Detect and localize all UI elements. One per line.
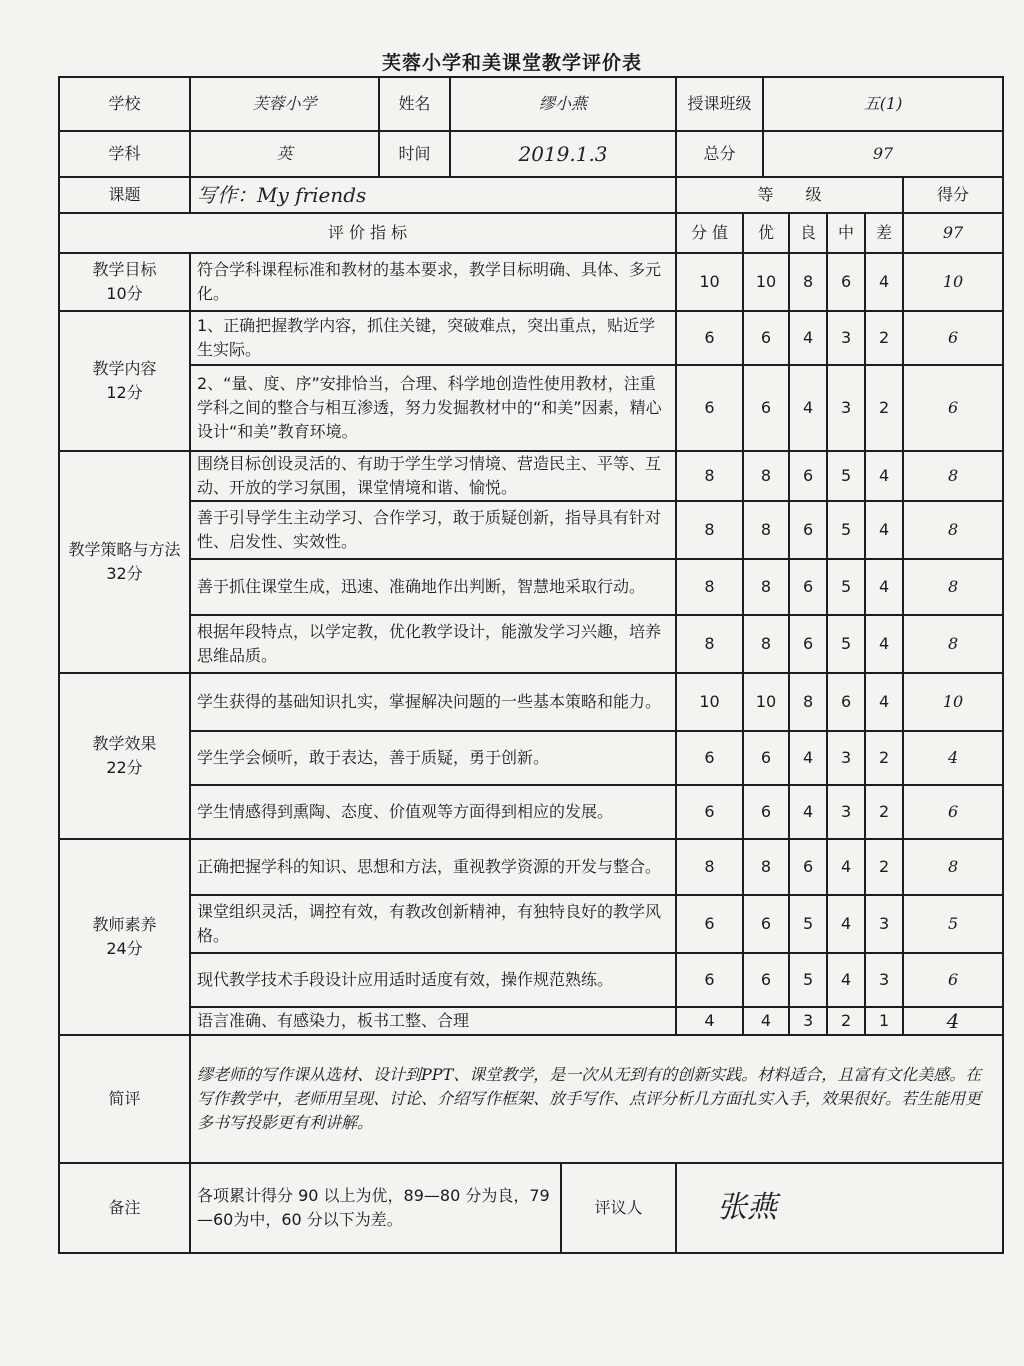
score-value: 6 xyxy=(903,785,1003,839)
score-value: 8 xyxy=(903,501,1003,559)
comment-text: 缪老师的写作课从选材、设计到PPT、课堂教学，是一次从无到有的创新实践。材料适合，且富有文化美感。在写作教学中，老师用呈现、讨论、介绍写作框架、放手写作、点评分析几方面扎实入手，效果很好。若生能用更多书写投影更有利讲解。 xyxy=(190,1035,1003,1163)
excellent-value: 10 xyxy=(743,673,789,731)
class-label: 授课班级 xyxy=(676,77,763,131)
score-value: 10 xyxy=(903,673,1003,731)
excellent-value: 8 xyxy=(743,559,789,615)
points-value: 6 xyxy=(676,365,743,451)
excellent-value: 6 xyxy=(743,311,789,365)
excellent-value: 6 xyxy=(743,731,789,785)
medium-value: 4 xyxy=(827,839,865,895)
page-title: 芙蓉小学和美课堂教学评价表 xyxy=(381,52,642,74)
criterion-text: 学生获得的基础知识扎实，掌握解决问题的一些基本策略和能力。 xyxy=(190,673,676,731)
points-value: 10 xyxy=(676,673,743,731)
good-value: 6 xyxy=(789,501,827,559)
points-value: 6 xyxy=(676,311,743,365)
reviewer-value: 张燕 xyxy=(676,1163,1003,1253)
points-value: 10 xyxy=(676,253,743,311)
school-value: 芙蓉小学 xyxy=(190,77,379,131)
criterion-text: 课堂组织灵活，调控有效，有教改创新精神，有独特良好的教学风格。 xyxy=(190,895,676,953)
good-value: 4 xyxy=(789,311,827,365)
points-value: 8 xyxy=(676,501,743,559)
category-cell xyxy=(59,839,190,1035)
poor-value: 2 xyxy=(865,365,903,451)
category-name: 教学目标 xyxy=(92,260,157,279)
excellent-value: 6 xyxy=(743,365,789,451)
score-value: 8 xyxy=(903,559,1003,615)
score-value: 6 xyxy=(903,953,1003,1007)
good-value: 5 xyxy=(789,953,827,1007)
topic-value: 写作：My friends xyxy=(190,177,676,213)
medium-value: 5 xyxy=(827,451,865,501)
score-value: 8 xyxy=(903,615,1003,673)
table-row xyxy=(59,365,1003,451)
points-value: 8 xyxy=(676,839,743,895)
good-value: 6 xyxy=(789,451,827,501)
time-value: 2019.1.3 xyxy=(450,131,676,177)
poor-value: 4 xyxy=(865,501,903,559)
medium-value: 3 xyxy=(827,731,865,785)
score-value: 6 xyxy=(903,365,1003,451)
category-name: 教师素养 xyxy=(92,915,157,934)
col-medium: 中 xyxy=(827,213,865,253)
good-value: 6 xyxy=(789,559,827,615)
table-row xyxy=(59,953,1003,1007)
table-row xyxy=(59,839,1003,895)
category-points: 10分 xyxy=(106,284,143,303)
table-row xyxy=(59,559,1003,615)
score-value: 4 xyxy=(903,1007,1003,1035)
points-value: 8 xyxy=(676,451,743,501)
medium-value: 6 xyxy=(827,253,865,311)
subject-value: 英 xyxy=(190,131,379,177)
score-value: 4 xyxy=(903,731,1003,785)
poor-value: 1 xyxy=(865,1007,903,1035)
poor-value: 2 xyxy=(865,731,903,785)
good-value: 6 xyxy=(789,615,827,673)
good-value: 8 xyxy=(789,253,827,311)
category-cell xyxy=(59,253,190,311)
medium-value: 6 xyxy=(827,673,865,731)
poor-value: 2 xyxy=(865,311,903,365)
medium-value: 5 xyxy=(827,501,865,559)
comment-label: 简评 xyxy=(59,1035,190,1163)
category-points: 24分 xyxy=(106,939,143,958)
excellent-value: 6 xyxy=(743,953,789,1007)
school-label: 学校 xyxy=(59,77,190,131)
points-value: 4 xyxy=(676,1007,743,1035)
topic-label: 课题 xyxy=(59,177,190,213)
poor-value: 4 xyxy=(865,253,903,311)
excellent-value: 10 xyxy=(743,253,789,311)
category-cell xyxy=(59,673,190,839)
score-label: 得分 xyxy=(903,177,1003,213)
header-row-topic xyxy=(59,177,1003,213)
category-name: 教学策略与方法 xyxy=(68,540,181,559)
criterion-text: 正确把握学科的知识、思想和方法，重视教学资源的开发与整合。 xyxy=(190,839,676,895)
excellent-value: 8 xyxy=(743,615,789,673)
medium-value: 3 xyxy=(827,365,865,451)
excellent-value: 8 xyxy=(743,501,789,559)
total-label: 总分 xyxy=(676,131,763,177)
score-value: 8 xyxy=(903,451,1003,501)
col-excellent: 优 xyxy=(743,213,789,253)
evaluation-table xyxy=(58,76,1004,1254)
poor-value: 2 xyxy=(865,785,903,839)
score-total-handwritten: 97 xyxy=(903,213,1003,253)
table-row xyxy=(59,501,1003,559)
score-value: 6 xyxy=(903,311,1003,365)
excellent-value: 4 xyxy=(743,1007,789,1035)
poor-value: 4 xyxy=(865,615,903,673)
poor-value: 4 xyxy=(865,559,903,615)
comment-row xyxy=(59,1035,1003,1163)
indicator-label: 评 价 指 标 xyxy=(59,213,676,253)
criterion-text: 语言准确、有感染力，板书工整、合理 xyxy=(190,1007,676,1035)
good-value: 5 xyxy=(789,895,827,953)
category-cell xyxy=(59,311,190,451)
remark-row xyxy=(59,1163,1003,1253)
table-row xyxy=(59,253,1003,311)
category-name: 教学内容 xyxy=(92,359,157,378)
col-good: 良 xyxy=(789,213,827,253)
table-row xyxy=(59,1007,1003,1035)
good-value: 4 xyxy=(789,731,827,785)
table-row xyxy=(59,451,1003,501)
poor-value: 2 xyxy=(865,839,903,895)
criterion-text: 符合学科课程标准和教材的基本要求，教学目标明确、具体、多元化。 xyxy=(190,253,676,311)
medium-value: 4 xyxy=(827,895,865,953)
medium-value: 4 xyxy=(827,953,865,1007)
category-name: 教学效果 xyxy=(92,734,157,753)
table-row xyxy=(59,895,1003,953)
criterion-text: 学生学会倾听，敢于表达，善于质疑，勇于创新。 xyxy=(190,731,676,785)
table-row xyxy=(59,673,1003,731)
score-value: 5 xyxy=(903,895,1003,953)
points-value: 6 xyxy=(676,895,743,953)
criterion-text: 根据年段特点，以学定教，优化教学设计，能激发学习兴趣，培养思维品质。 xyxy=(190,615,676,673)
medium-value: 3 xyxy=(827,311,865,365)
category-cell xyxy=(59,451,190,673)
good-value: 8 xyxy=(789,673,827,731)
category-points: 12分 xyxy=(106,383,143,402)
table-row xyxy=(59,311,1003,365)
total-value: 97 xyxy=(763,131,1003,177)
excellent-value: 8 xyxy=(743,451,789,501)
grade-label: 等 级 xyxy=(676,177,903,213)
good-value: 4 xyxy=(789,785,827,839)
header-row-subject xyxy=(59,131,1003,177)
points-value: 8 xyxy=(676,559,743,615)
time-label: 时间 xyxy=(379,131,450,177)
good-value: 4 xyxy=(789,365,827,451)
medium-value: 3 xyxy=(827,785,865,839)
criterion-text: 围绕目标创设灵活的、有助于学生学习情境、营造民主、平等、互动、开放的学习氛围，课堂情境和谐、愉悦。 xyxy=(190,451,676,501)
category-points: 22分 xyxy=(106,758,143,777)
poor-value: 3 xyxy=(865,953,903,1007)
remark-text: 各项累计得分 90 以上为优，89—80 分为良，79—60为中，60 分以下为差。 xyxy=(190,1163,561,1253)
poor-value: 4 xyxy=(865,451,903,501)
table-row xyxy=(59,615,1003,673)
medium-value: 5 xyxy=(827,559,865,615)
criterion-text: 现代教学技术手段设计应用适时适度有效，操作规范熟练。 xyxy=(190,953,676,1007)
excellent-value: 6 xyxy=(743,785,789,839)
good-value: 3 xyxy=(789,1007,827,1035)
points-value: 6 xyxy=(676,731,743,785)
reviewer-label: 评议人 xyxy=(561,1163,676,1253)
score-value: 10 xyxy=(903,253,1003,311)
points-value: 8 xyxy=(676,615,743,673)
criterion-text: 2、“量、度、序”安排恰当，合理、科学地创造性使用教材，注重学科之间的整合与相互渗透，努力发掘教材中的“和美”因素，精心设计“和美”教育环境。 xyxy=(190,365,676,451)
criterion-text: 善于抓住课堂生成，迅速、准确地作出判断，智慧地采取行动。 xyxy=(190,559,676,615)
points-value: 6 xyxy=(676,953,743,1007)
criterion-text: 1、正确把握教学内容，抓住关键，突破难点，突出重点，贴近学生实际。 xyxy=(190,311,676,365)
good-value: 6 xyxy=(789,839,827,895)
points-value: 6 xyxy=(676,785,743,839)
medium-value: 2 xyxy=(827,1007,865,1035)
medium-value: 5 xyxy=(827,615,865,673)
table-row xyxy=(59,731,1003,785)
col-points: 分 值 xyxy=(676,213,743,253)
excellent-value: 6 xyxy=(743,895,789,953)
header-row-indicator xyxy=(59,213,1003,253)
remark-label: 备注 xyxy=(59,1163,190,1253)
poor-value: 4 xyxy=(865,673,903,731)
category-points: 32分 xyxy=(106,564,143,583)
name-label: 姓名 xyxy=(379,77,450,131)
name-value: 缪小燕 xyxy=(450,77,676,131)
table-row xyxy=(59,785,1003,839)
score-value: 8 xyxy=(903,839,1003,895)
criterion-text: 善于引导学生主动学习、合作学习，敢于质疑创新，指导具有针对性、启发性、实效性。 xyxy=(190,501,676,559)
class-value: 五(1) xyxy=(763,77,1003,131)
header-row-school xyxy=(59,77,1003,131)
col-poor: 差 xyxy=(865,213,903,253)
criterion-text: 学生情感得到熏陶、态度、价值观等方面得到相应的发展。 xyxy=(190,785,676,839)
poor-value: 3 xyxy=(865,895,903,953)
excellent-value: 8 xyxy=(743,839,789,895)
subject-label: 学科 xyxy=(59,131,190,177)
